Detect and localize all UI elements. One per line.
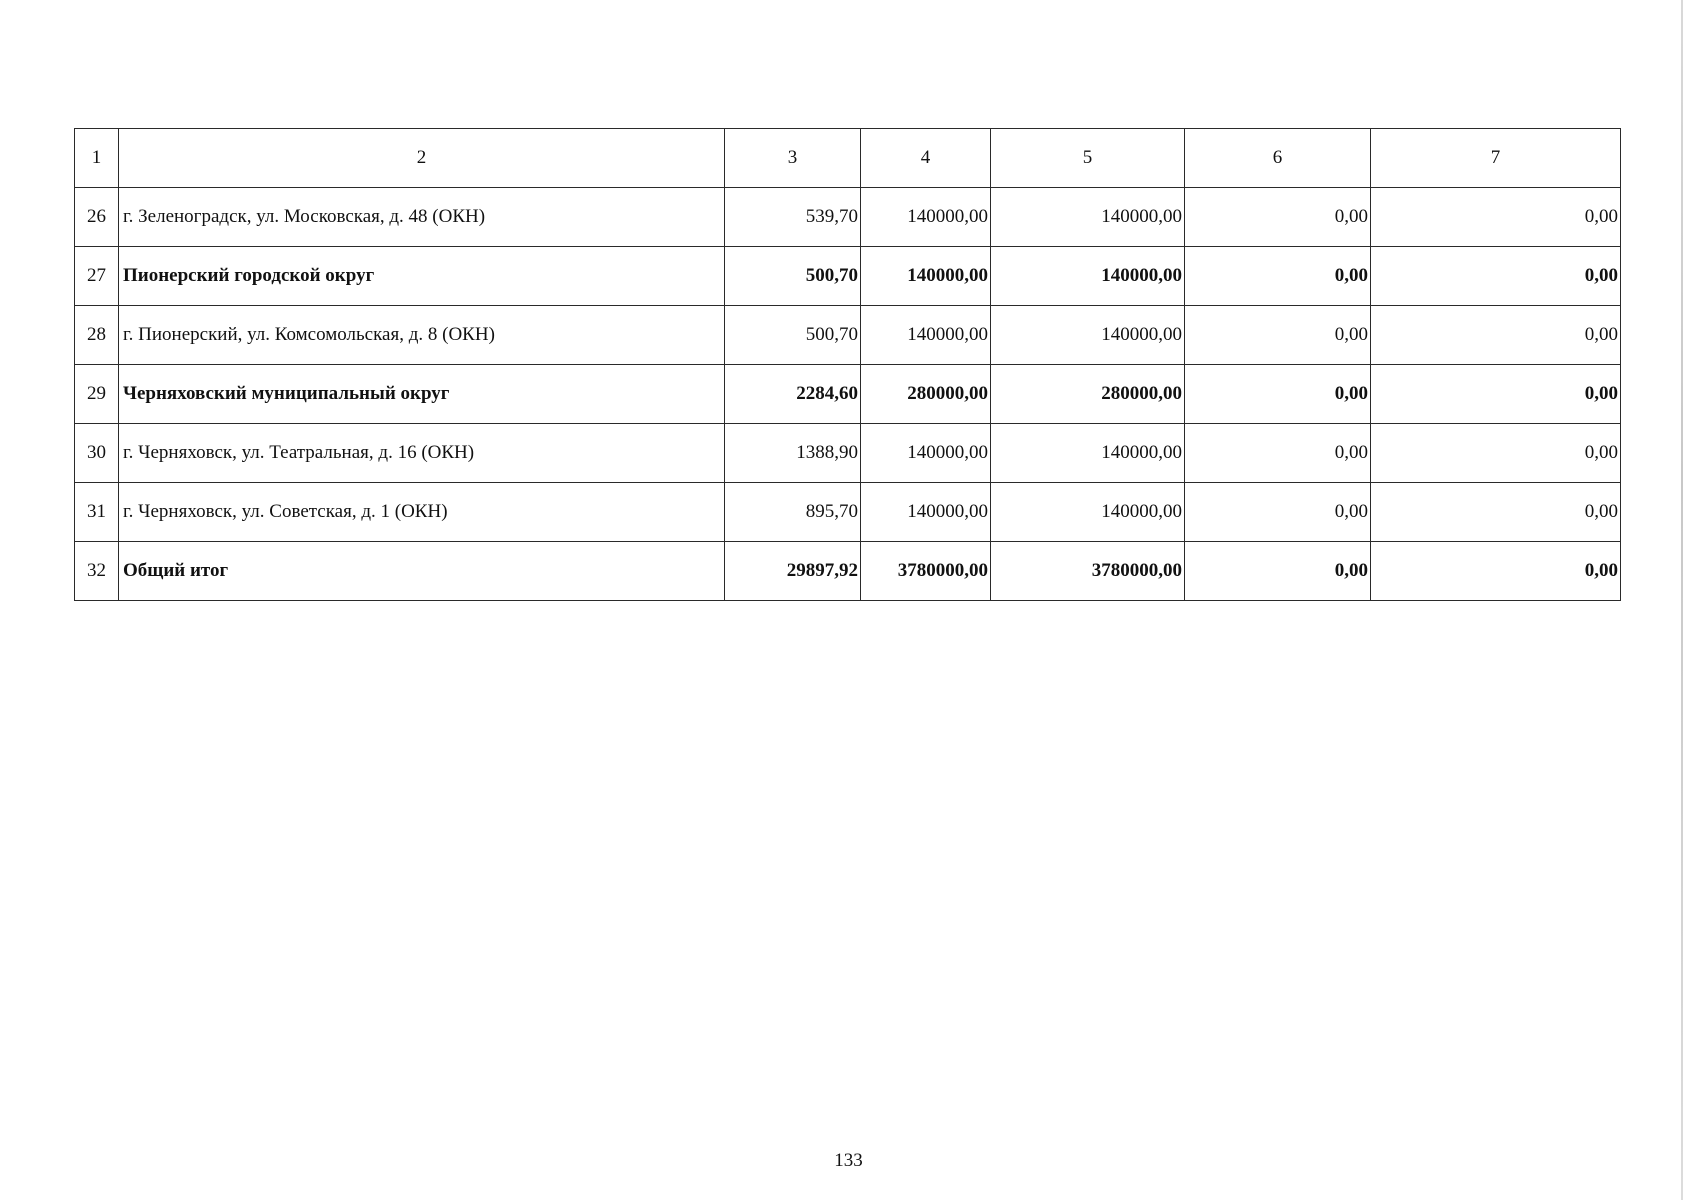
scan-edge-line [1681, 0, 1683, 1200]
value-cell-col6: 0,00 [1185, 188, 1371, 247]
value-cell-col5: 140000,00 [991, 247, 1185, 306]
table-body [75, 129, 1621, 601]
row-name-cell: Пионерский городской округ [119, 247, 725, 306]
row-number-cell: 28 [75, 306, 119, 365]
value-cell-col5: 140000,00 [991, 483, 1185, 542]
table-row [75, 247, 1621, 306]
value-cell-col5: 3780000,00 [991, 542, 1185, 601]
row-number-cell: 32 [75, 542, 119, 601]
value-cell-col7: 0,00 [1371, 483, 1621, 542]
column-number-cell: 1 [75, 129, 119, 188]
value-cell-col3: 895,70 [725, 483, 861, 542]
row-number-cell: 30 [75, 424, 119, 483]
row-number-cell: 29 [75, 365, 119, 424]
page-number: 133 [834, 1150, 863, 1171]
value-cell-col6: 0,00 [1185, 424, 1371, 483]
row-name-cell: г. Черняховск, ул. Советская, д. 1 (ОКН) [119, 483, 725, 542]
value-cell-col5: 140000,00 [991, 424, 1185, 483]
value-cell-col3: 1388,90 [725, 424, 861, 483]
table-row [75, 483, 1621, 542]
column-number-row [75, 129, 1621, 188]
value-cell-col3: 29897,92 [725, 542, 861, 601]
column-number-cell: 4 [861, 129, 991, 188]
value-cell-col3: 539,70 [725, 188, 861, 247]
value-cell-col4: 140000,00 [861, 483, 991, 542]
value-cell-col4: 280000,00 [861, 365, 991, 424]
value-cell-col7: 0,00 [1371, 365, 1621, 424]
value-cell-col5: 280000,00 [991, 365, 1185, 424]
value-cell-col7: 0,00 [1371, 542, 1621, 601]
value-cell-col4: 3780000,00 [861, 542, 991, 601]
value-cell-col5: 140000,00 [991, 188, 1185, 247]
row-number-cell: 31 [75, 483, 119, 542]
row-name-cell: Черняховский муниципальный округ [119, 365, 725, 424]
value-cell-col6: 0,00 [1185, 542, 1371, 601]
row-name-cell: г. Зеленоградск, ул. Московская, д. 48 (ОКН) [119, 188, 725, 247]
value-cell-col4: 140000,00 [861, 188, 991, 247]
value-cell-col3: 500,70 [725, 306, 861, 365]
value-cell-col4: 140000,00 [861, 306, 991, 365]
row-name-cell: г. Пионерский, ул. Комсомольская, д. 8 (ОКН) [119, 306, 725, 365]
row-name-cell: Общий итог [119, 542, 725, 601]
column-number-cell: 3 [725, 129, 861, 188]
table-row [75, 188, 1621, 247]
value-cell-col7: 0,00 [1371, 424, 1621, 483]
value-cell-col3: 2284,60 [725, 365, 861, 424]
value-cell-col4: 140000,00 [861, 424, 991, 483]
value-cell-col4: 140000,00 [861, 247, 991, 306]
value-cell-col7: 0,00 [1371, 306, 1621, 365]
table-row [75, 365, 1621, 424]
row-number-cell: 26 [75, 188, 119, 247]
value-cell-col6: 0,00 [1185, 247, 1371, 306]
row-name-cell: г. Черняховск, ул. Театральная, д. 16 (ОКН) [119, 424, 725, 483]
value-cell-col5: 140000,00 [991, 306, 1185, 365]
table-row [75, 542, 1621, 601]
value-cell-col6: 0,00 [1185, 306, 1371, 365]
column-number-cell: 7 [1371, 129, 1621, 188]
column-number-cell: 5 [991, 129, 1185, 188]
value-cell-col3: 500,70 [725, 247, 861, 306]
table-row [75, 306, 1621, 365]
value-cell-col6: 0,00 [1185, 365, 1371, 424]
column-number-cell: 2 [119, 129, 725, 188]
column-number-cell: 6 [1185, 129, 1371, 188]
table-row [75, 424, 1621, 483]
data-table [74, 128, 1621, 601]
value-cell-col7: 0,00 [1371, 247, 1621, 306]
value-cell-col6: 0,00 [1185, 483, 1371, 542]
value-cell-col7: 0,00 [1371, 188, 1621, 247]
row-number-cell: 27 [75, 247, 119, 306]
